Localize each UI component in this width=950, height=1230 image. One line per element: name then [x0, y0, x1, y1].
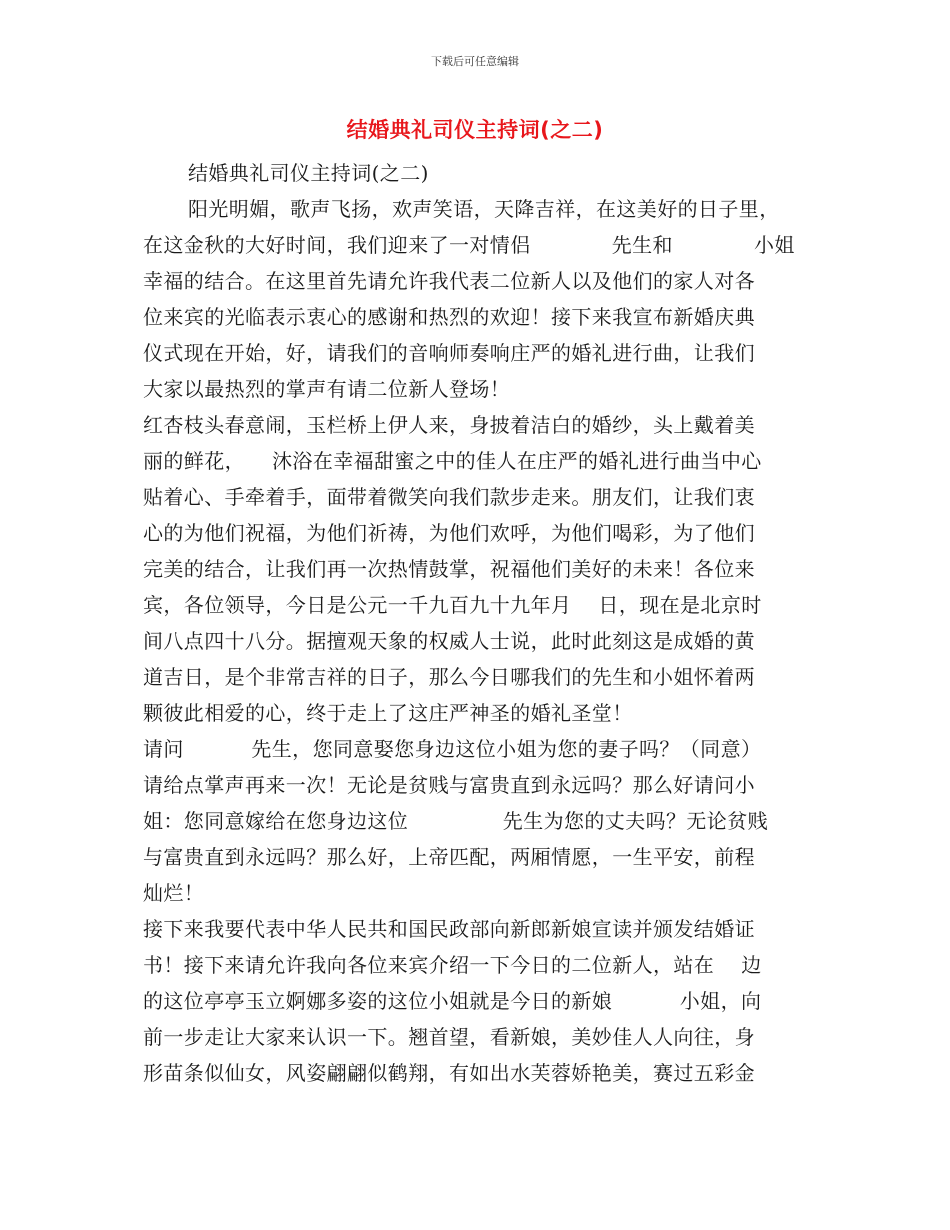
body-line: 灿烂！ [143, 881, 205, 905]
body-line: 幸福的结合。在这里首先请允许我代表二位新人以及他们的家人对各 [143, 269, 755, 293]
page-header: 下载后可任意编辑 [431, 55, 519, 68]
body-line: 接下来我要代表中华人民共和国民政部向新郎新娘宣读并颁发结婚证 [143, 917, 755, 941]
body-line: 心的为他们祝福，为他们祈祷，为他们欢呼，为他们喝彩，为了他们 [143, 521, 755, 545]
body-line: 在这金秋的大好时间，我们迎来了一对情侣 先生和 小姐 [143, 233, 795, 257]
body-line: 大家以最热烈的掌声有请二位新人登场！ [143, 377, 511, 401]
body-line: 道吉日，是个非常吉祥的日子，那么今日哪我们的先生和小姐怀着两 [143, 665, 755, 689]
body-line: 间八点四十八分。据擅观天象的权威人士说，此时此刻这是成婚的黄 [143, 629, 755, 653]
body-line: 形苗条似仙女，风姿翩翩似鹤翔，有如出水芙蓉娇艳美，赛过五彩金 [143, 1061, 755, 1085]
body-line: 阳光明媚，歌声飞扬，欢声笑语，天降吉祥，在这美好的日子里， [188, 197, 780, 221]
body-line: 前一步走让大家来认识一下。翘首望，看新娘，美妙佳人人向往，身 [143, 1025, 755, 1049]
body-line: 请问 先生，您同意娶您身边这位小姐为您的妻子吗？（同意） [143, 737, 762, 761]
body-line: 的这位亭亭玉立婀娜多姿的这位小姐就是今日的新娘 小姐，向 [143, 989, 762, 1013]
body-line: 书！接下来请允许我向各位来宾介绍一下今日的二位新人，站在 边 [143, 953, 762, 977]
body-line: 与富贵直到永远吗？那么好，上帝匹配，两厢情愿，一生平安，前程 [143, 845, 755, 869]
body-line: 丽的鲜花， 沐浴在幸福甜蜜之中的佳人在庄严的婚礼进行曲当中心 [143, 449, 762, 473]
body-line: 宾，各位领导，今日是公元一千九百九十九年月 日，现在是北京时 [143, 593, 762, 617]
body-line: 仪式现在开始，好，请我们的音响师奏响庄严的婚礼进行曲，让我们 [143, 341, 755, 365]
body-line: 结婚典礼司仪主持词(之二) [188, 161, 429, 185]
body-line: 红杏枝头春意闹，玉栏桥上伊人来，身披着洁白的婚纱，头上戴着美 [143, 413, 755, 437]
body-line: 位来宾的光临表示衷心的感谢和热烈的欢迎！接下来我宣布新婚庆典 [143, 305, 755, 329]
body-line: 完美的结合，让我们再一次热情鼓掌，祝福他们美好的未来！各位来 [143, 557, 755, 581]
body-line: 颗彼此相爱的心，终于走上了这庄严神圣的婚礼圣堂！ [143, 701, 633, 725]
document-body [0, 156, 950, 1156]
body-line: 请给点掌声再来一次！无论是贫贱与富贵直到永远吗？那么好请问小 [143, 773, 755, 797]
document-title: 结婚典礼司仪主持词(之二) [346, 118, 604, 142]
body-line: 贴着心、手牵着手，面带着微笑向我们款步走来。朋友们，让我们衷 [143, 485, 755, 509]
body-line: 姐：您同意嫁给在您身边这位 先生为您的丈夫吗？无论贫贱 [143, 809, 769, 833]
